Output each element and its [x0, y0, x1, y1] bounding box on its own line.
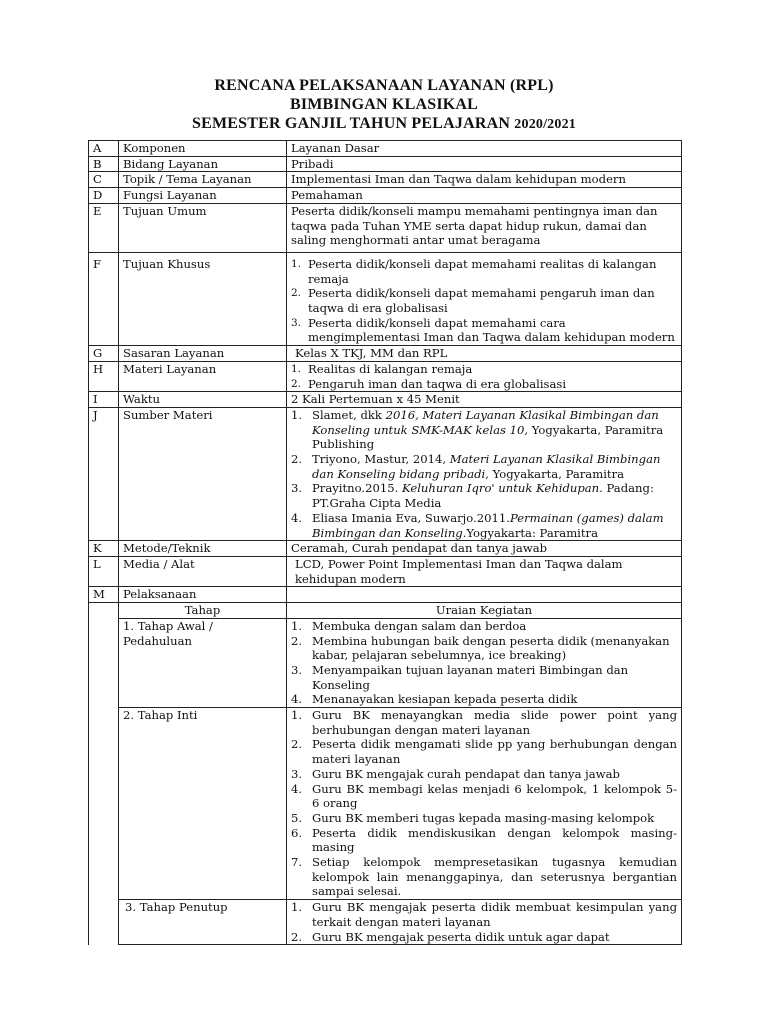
- row-label: Komponen: [119, 141, 287, 157]
- row-value: Peserta didik/konseli mampu memahami pentingnya iman dan taqwa pada Tuhan YME serta dapat hidup rukun, damai dan saling menghormati antar umat beragama: [287, 203, 682, 252]
- row-c: [89, 172, 682, 188]
- row-value: Kelas X TKJ, MM dan RPL: [287, 346, 682, 362]
- row-label: Sumber Materi: [119, 407, 287, 540]
- stage-activities: [287, 900, 682, 945]
- row-i: [89, 392, 682, 408]
- row-value: Pemahaman: [287, 188, 682, 204]
- list-item: 1. Guru BK mengajak peserta didik membuat kesimpulan yang terkait dengan materi layanan: [291, 900, 677, 929]
- col-tahap-header: Tahap: [119, 603, 287, 619]
- stage-label: 3. Tahap Penutup: [119, 900, 287, 945]
- row-value: Implementasi Iman dan Taqwa dalam kehidupan modern: [287, 172, 682, 188]
- row-label: Media / Alat: [119, 556, 287, 586]
- row-value: Layanan Dasar: [287, 141, 682, 157]
- row-letter: K: [89, 541, 119, 557]
- list-item: 4. Guru BK membagi kelas menjadi 6 kelompok, 1 kelompok 5- 6 orang: [291, 781, 677, 811]
- stage-activities: [287, 618, 682, 707]
- row-label: Tujuan Umum: [119, 203, 287, 252]
- row-label: Metode/Teknik: [119, 541, 287, 557]
- row-label: Pelaksanaan: [119, 587, 287, 603]
- list-item: 2. Membina hubungan baik dengan peserta didik (menanyakan kabar, pelajaran sebelumnya, ice breaking): [291, 633, 670, 663]
- row-letter: E: [89, 203, 119, 252]
- pelaksanaan-header-row: [89, 603, 682, 619]
- list-item: 4. Eliasa Imania Eva, Suwarjo.2011.Permainan (games) dalam Bimbingan dan Konseling.Yogyakarta: Paramitra: [291, 510, 664, 540]
- row-value: LCD, Power Point Implementasi Iman dan Taqwa dalam kehidupan modern: [287, 556, 682, 586]
- row-letter: A: [89, 141, 119, 157]
- row-label: Topik / Tema Layanan: [119, 172, 287, 188]
- list-item: 2. Pengaruh iman dan taqwa di era globalisasi: [291, 376, 567, 391]
- list-item: 3. Peserta didik/konseli dapat memahami cara mengimplementasi Iman dan Taqwa dalam kehidupan modern: [291, 315, 675, 345]
- row-letter: M: [89, 587, 119, 603]
- list-item: 7. Setiap kelompok mempresetasikan tugasnya kemudian kelompok lain menanggapinya, dan seterusnya bergantian sampai selesai.: [291, 855, 677, 899]
- row-d: [89, 188, 682, 204]
- row-l: [89, 556, 682, 586]
- list-item: 1. Membuka dengan salam dan berdoa: [291, 618, 527, 633]
- list-item: 6. Peserta didik mendiskusikan dengan kelompok masing-masing: [291, 825, 677, 855]
- stage-row: [89, 708, 682, 900]
- list-item: 1. Peserta didik/konseli dapat memahami realitas di kalangan remaja: [291, 256, 657, 286]
- title-line-2: BIMBINGAN KLASIKAL: [289, 96, 479, 113]
- list-item: 5. Guru BK memberi tugas kepada masing-masing kelompok: [291, 810, 655, 825]
- list-item: 1. Slamet, dkk 2016, Materi Layanan Klasikal Bimbingan dan Konseling untuk SMK-MAK kelas 10, Yogyakarta, Paramitra Publishing: [291, 407, 664, 452]
- col-uraian-header: Uraian Kegiatan: [287, 603, 682, 619]
- row-value: Ceramah, Curah pendapat dan tanya jawab: [287, 541, 682, 557]
- list-item: 4. Menanayakan kesiapan kepada peserta didik: [291, 692, 578, 707]
- row-h: [89, 361, 682, 391]
- row-letter: F: [89, 252, 119, 345]
- row-label: Tujuan Khusus: [119, 252, 287, 345]
- spacer-cell: [89, 618, 119, 707]
- row-letter: I: [89, 392, 119, 408]
- academic-year: 2020/2021: [514, 117, 576, 132]
- row-value: [287, 361, 682, 391]
- stage-row: [89, 900, 682, 945]
- row-label: Waktu: [119, 392, 287, 408]
- row-j: [89, 407, 682, 540]
- row-label: Materi Layanan: [119, 361, 287, 391]
- stage-row: [89, 618, 682, 707]
- list-item: 2. Peserta didik mengamati slide pp yang berhubungan dengan materi layanan: [291, 737, 677, 767]
- document-header: [0, 76, 768, 134]
- list-item: 3. Menyampaikan tujuan layanan materi Bimbingan dan Konseling: [291, 662, 629, 692]
- row-value: Pribadi: [287, 156, 682, 172]
- spacer-cell: [89, 603, 119, 619]
- row-letter: G: [89, 346, 119, 362]
- stage-label: 1. Tahap Awal / Pedahuluan: [119, 618, 287, 707]
- title-line-1: RENCANA PELAKSANAAN LAYANAN (RPL): [214, 77, 554, 94]
- row-label: Sasaran Layanan: [119, 346, 287, 362]
- row-k: [89, 541, 682, 557]
- row-m: [89, 587, 682, 603]
- spacer-cell: [89, 900, 119, 945]
- rpl-table: [88, 140, 682, 945]
- row-g: [89, 346, 682, 362]
- title-line-3: SEMESTER GANJIL TAHUN PELAJARAN 2020/2021: [191, 115, 576, 132]
- row-label: Fungsi Layanan: [119, 188, 287, 204]
- list-item: 2. Triyono, Mastur, 2014, Materi Layanan Klasikal Bimbingan dan Konseling bidang pribadi, Yogyakarta, Paramitra: [291, 452, 661, 481]
- list-item: 1. Realitas di kalangan remaja: [291, 361, 473, 376]
- row-value: [287, 407, 682, 540]
- row-letter: L: [89, 556, 119, 586]
- list-item: 3. Prayitno.2015. Keluhuran Iqro' untuk Kehidupan. Padang: PT.Graha Cipta Media: [291, 481, 654, 511]
- row-letter: H: [89, 361, 119, 391]
- row-letter: D: [89, 188, 119, 204]
- row-label: Bidang Layanan: [119, 156, 287, 172]
- row-a: [89, 141, 682, 157]
- stage-label: 2. Tahap Inti: [119, 708, 287, 900]
- row-value: [287, 252, 682, 345]
- spacer-cell: [89, 708, 119, 900]
- row-f: [89, 252, 682, 345]
- row-b: [89, 156, 682, 172]
- row-letter: C: [89, 172, 119, 188]
- list-item: 1. Guru BK menayangkan media slide power point yang berhubungan dengan materi layanan: [291, 708, 677, 737]
- list-item: 3. Guru BK mengajak curah pendapat dan tanya jawab: [291, 766, 620, 781]
- list-item: 2. Peserta didik/konseli dapat memahami pengaruh iman dan taqwa di era globalisasi: [291, 286, 655, 316]
- row-value: [287, 587, 682, 603]
- row-value: 2 Kali Pertemuan x 45 Menit: [287, 392, 682, 408]
- row-e: [89, 203, 682, 252]
- row-letter: J: [89, 407, 119, 540]
- stage-activities: [287, 708, 682, 900]
- row-letter: B: [89, 156, 119, 172]
- list-item: 2. Guru BK mengajak peserta didik untuk agar dapat: [291, 929, 610, 944]
